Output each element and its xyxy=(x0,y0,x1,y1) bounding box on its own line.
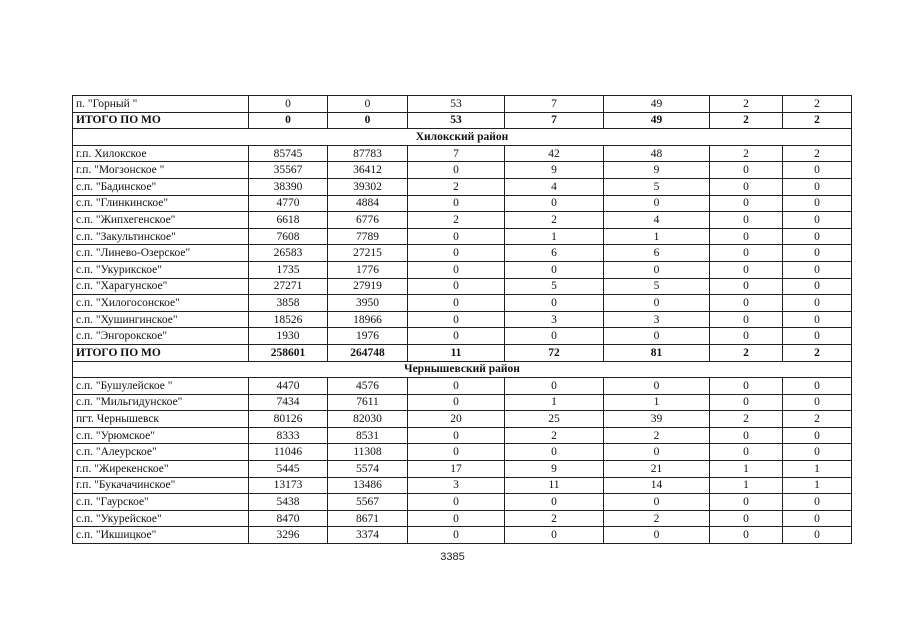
value-cell: 5574 xyxy=(328,461,408,478)
value-cell: 49 xyxy=(604,96,710,113)
settlement-name-cell: п. "Горный " xyxy=(73,96,249,113)
value-cell: 0 xyxy=(408,245,505,262)
value-cell: 0 xyxy=(783,494,852,511)
value-cell: 0 xyxy=(710,328,783,345)
value-cell: 80126 xyxy=(249,411,328,428)
settlement-name-cell: с.п. "Укурикское" xyxy=(73,261,249,278)
settlement-name-cell: с.п. "Алеурское" xyxy=(73,444,249,461)
value-cell: 0 xyxy=(710,444,783,461)
table-row xyxy=(73,510,852,527)
value-cell: 0 xyxy=(783,245,852,262)
value-cell: 0 xyxy=(604,261,710,278)
value-cell: 0 xyxy=(710,261,783,278)
value-cell: 0 xyxy=(710,378,783,395)
value-cell: 0 xyxy=(710,427,783,444)
settlement-name-cell: с.п. "Хушингинское" xyxy=(73,311,249,328)
value-cell: 0 xyxy=(408,162,505,179)
value-cell: 4 xyxy=(505,178,604,195)
value-cell: 1735 xyxy=(249,261,328,278)
value-cell: 4 xyxy=(604,212,710,229)
value-cell: 11 xyxy=(408,344,505,361)
settlement-name-cell: г.п. "Могзонское " xyxy=(73,162,249,179)
table-row xyxy=(73,461,852,478)
value-cell: 2 xyxy=(710,411,783,428)
value-cell: 0 xyxy=(408,261,505,278)
value-cell: 3 xyxy=(505,311,604,328)
value-cell: 0 xyxy=(783,278,852,295)
value-cell: 3950 xyxy=(328,295,408,312)
value-cell: 9 xyxy=(505,461,604,478)
value-cell: 20 xyxy=(408,411,505,428)
value-cell: 6618 xyxy=(249,212,328,229)
value-cell: 0 xyxy=(505,494,604,511)
value-cell: 0 xyxy=(408,394,505,411)
value-cell: 0 xyxy=(408,195,505,212)
value-cell: 0 xyxy=(783,510,852,527)
value-cell: 5 xyxy=(505,278,604,295)
value-cell: 5567 xyxy=(328,494,408,511)
table-row xyxy=(73,278,852,295)
table-row xyxy=(73,477,852,494)
settlement-name-cell: с.п. "Бадинское" xyxy=(73,178,249,195)
value-cell: 35567 xyxy=(249,162,328,179)
value-cell: 11046 xyxy=(249,444,328,461)
settlement-name-cell: ИТОГО ПО МО xyxy=(73,344,249,361)
section-title: Хилокский район xyxy=(73,129,852,146)
value-cell: 53 xyxy=(408,96,505,113)
value-cell: 0 xyxy=(249,112,328,129)
value-cell: 0 xyxy=(408,427,505,444)
value-cell: 39302 xyxy=(328,178,408,195)
value-cell: 0 xyxy=(505,378,604,395)
settlement-name-cell: с.п. "Бушулейское " xyxy=(73,378,249,395)
table-row xyxy=(73,245,852,262)
value-cell: 0 xyxy=(249,96,328,113)
settlement-name-cell: с.п. "Жипхегенское" xyxy=(73,212,249,229)
settlement-name-cell: с.п. "Гаурское" xyxy=(73,494,249,511)
value-cell: 1 xyxy=(783,477,852,494)
settlement-name-cell: с.п. "Харагунское" xyxy=(73,278,249,295)
value-cell: 0 xyxy=(710,162,783,179)
value-cell: 5445 xyxy=(249,461,328,478)
value-cell: 38390 xyxy=(249,178,328,195)
section-header-row xyxy=(73,361,852,378)
value-cell: 0 xyxy=(505,295,604,312)
settlement-name-cell: с.п. "Линево-Озерское" xyxy=(73,245,249,262)
value-cell: 1 xyxy=(604,394,710,411)
table-row xyxy=(73,96,852,113)
value-cell: 0 xyxy=(408,328,505,345)
value-cell: 6776 xyxy=(328,212,408,229)
table-row xyxy=(73,328,852,345)
value-cell: 2 xyxy=(783,145,852,162)
value-cell: 72 xyxy=(505,344,604,361)
value-cell: 7608 xyxy=(249,228,328,245)
value-cell: 0 xyxy=(710,278,783,295)
value-cell: 49 xyxy=(604,112,710,129)
value-cell: 0 xyxy=(505,444,604,461)
value-cell: 7789 xyxy=(328,228,408,245)
value-cell: 0 xyxy=(783,527,852,544)
value-cell: 18526 xyxy=(249,311,328,328)
value-cell: 3 xyxy=(604,311,710,328)
value-cell: 3374 xyxy=(328,527,408,544)
value-cell: 13486 xyxy=(328,477,408,494)
value-cell: 0 xyxy=(604,444,710,461)
value-cell: 0 xyxy=(783,228,852,245)
value-cell: 2 xyxy=(604,510,710,527)
value-cell: 0 xyxy=(604,195,710,212)
value-cell: 0 xyxy=(710,228,783,245)
total-row xyxy=(73,344,852,361)
value-cell: 0 xyxy=(783,261,852,278)
value-cell: 3296 xyxy=(249,527,328,544)
value-cell: 0 xyxy=(710,394,783,411)
value-cell: 2 xyxy=(710,145,783,162)
settlement-name-cell: с.п. "Мильгидунское" xyxy=(73,394,249,411)
data-table xyxy=(72,95,852,544)
table-row xyxy=(73,494,852,511)
value-cell: 3858 xyxy=(249,295,328,312)
table-row xyxy=(73,178,852,195)
value-cell: 7434 xyxy=(249,394,328,411)
value-cell: 7 xyxy=(505,112,604,129)
value-cell: 27919 xyxy=(328,278,408,295)
value-cell: 14 xyxy=(604,477,710,494)
value-cell: 0 xyxy=(710,178,783,195)
value-cell: 82030 xyxy=(328,411,408,428)
value-cell: 5 xyxy=(604,178,710,195)
value-cell: 2 xyxy=(505,510,604,527)
value-cell: 2 xyxy=(604,427,710,444)
table-row xyxy=(73,527,852,544)
value-cell: 2 xyxy=(783,344,852,361)
value-cell: 0 xyxy=(408,278,505,295)
settlement-name-cell: с.п. "Закультинское" xyxy=(73,228,249,245)
value-cell: 0 xyxy=(710,212,783,229)
value-cell: 27215 xyxy=(328,245,408,262)
settlement-name-cell: с.п. "Энгорокское" xyxy=(73,328,249,345)
value-cell: 4470 xyxy=(249,378,328,395)
value-cell: 8671 xyxy=(328,510,408,527)
table-row xyxy=(73,212,852,229)
value-cell: 39 xyxy=(604,411,710,428)
value-cell: 9 xyxy=(505,162,604,179)
value-cell: 0 xyxy=(710,295,783,312)
section-title: Чернышевский район xyxy=(73,361,852,378)
value-cell: 0 xyxy=(783,378,852,395)
value-cell: 53 xyxy=(408,112,505,129)
value-cell: 0 xyxy=(408,527,505,544)
settlement-name-cell: пгт. Чернышевск xyxy=(73,411,249,428)
value-cell: 0 xyxy=(408,444,505,461)
value-cell: 17 xyxy=(408,461,505,478)
settlement-name-cell: с.п. "Урюмское" xyxy=(73,427,249,444)
value-cell: 5 xyxy=(604,278,710,295)
value-cell: 1 xyxy=(505,228,604,245)
value-cell: 264748 xyxy=(328,344,408,361)
value-cell: 0 xyxy=(783,195,852,212)
value-cell: 0 xyxy=(710,245,783,262)
value-cell: 0 xyxy=(710,527,783,544)
value-cell: 8333 xyxy=(249,427,328,444)
value-cell: 2 xyxy=(408,212,505,229)
table-row xyxy=(73,311,852,328)
value-cell: 258601 xyxy=(249,344,328,361)
settlement-name-cell: г.п. "Жирекенское" xyxy=(73,461,249,478)
value-cell: 7611 xyxy=(328,394,408,411)
table-row xyxy=(73,427,852,444)
value-cell: 6 xyxy=(505,245,604,262)
value-cell: 0 xyxy=(604,494,710,511)
value-cell: 0 xyxy=(783,328,852,345)
value-cell: 9 xyxy=(604,162,710,179)
value-cell: 0 xyxy=(328,96,408,113)
settlement-name-cell: с.п. "Укурейское" xyxy=(73,510,249,527)
value-cell: 25 xyxy=(505,411,604,428)
value-cell: 0 xyxy=(710,311,783,328)
value-cell: 0 xyxy=(505,328,604,345)
value-cell: 2 xyxy=(783,411,852,428)
settlement-name-cell: г.п. Хилокское xyxy=(73,145,249,162)
value-cell: 87783 xyxy=(328,145,408,162)
value-cell: 2 xyxy=(408,178,505,195)
value-cell: 0 xyxy=(783,444,852,461)
table-row xyxy=(73,378,852,395)
value-cell: 8531 xyxy=(328,427,408,444)
value-cell: 11308 xyxy=(328,444,408,461)
value-cell: 0 xyxy=(408,378,505,395)
value-cell: 2 xyxy=(710,344,783,361)
value-cell: 4884 xyxy=(328,195,408,212)
value-cell: 42 xyxy=(505,145,604,162)
value-cell: 7 xyxy=(505,96,604,113)
value-cell: 0 xyxy=(604,295,710,312)
value-cell: 7 xyxy=(408,145,505,162)
value-cell: 18966 xyxy=(328,311,408,328)
value-cell: 0 xyxy=(783,212,852,229)
value-cell: 1 xyxy=(710,461,783,478)
value-cell: 26583 xyxy=(249,245,328,262)
value-cell: 1 xyxy=(505,394,604,411)
settlement-name-cell: с.п. "Хилогосонское" xyxy=(73,295,249,312)
value-cell: 1930 xyxy=(249,328,328,345)
value-cell: 5438 xyxy=(249,494,328,511)
settlement-name-cell: ИТОГО ПО МО xyxy=(73,112,249,129)
value-cell: 36412 xyxy=(328,162,408,179)
table-row xyxy=(73,261,852,278)
value-cell: 13173 xyxy=(249,477,328,494)
value-cell: 0 xyxy=(710,195,783,212)
value-cell: 0 xyxy=(783,311,852,328)
value-cell: 0 xyxy=(408,311,505,328)
table-row xyxy=(73,162,852,179)
value-cell: 27271 xyxy=(249,278,328,295)
value-cell: 8470 xyxy=(249,510,328,527)
value-cell: 0 xyxy=(505,261,604,278)
table-body xyxy=(73,96,852,544)
value-cell: 0 xyxy=(783,394,852,411)
value-cell: 0 xyxy=(408,494,505,511)
value-cell: 1 xyxy=(710,477,783,494)
value-cell: 2 xyxy=(710,112,783,129)
table-row xyxy=(73,394,852,411)
settlement-name-cell: с.п. "Икшицкое" xyxy=(73,527,249,544)
value-cell: 1776 xyxy=(328,261,408,278)
value-cell: 0 xyxy=(408,510,505,527)
value-cell: 0 xyxy=(710,494,783,511)
value-cell: 0 xyxy=(604,527,710,544)
value-cell: 0 xyxy=(328,112,408,129)
value-cell: 0 xyxy=(783,178,852,195)
page-number: 3385 xyxy=(440,551,465,563)
value-cell: 48 xyxy=(604,145,710,162)
table-row xyxy=(73,195,852,212)
table-row xyxy=(73,145,852,162)
value-cell: 4576 xyxy=(328,378,408,395)
settlement-name-cell: с.п. "Глинкинское" xyxy=(73,195,249,212)
value-cell: 2 xyxy=(710,96,783,113)
value-cell: 0 xyxy=(783,162,852,179)
table-row xyxy=(73,295,852,312)
value-cell: 4770 xyxy=(249,195,328,212)
value-cell: 0 xyxy=(783,427,852,444)
value-cell: 0 xyxy=(604,378,710,395)
section-header-row xyxy=(73,129,852,146)
value-cell: 85745 xyxy=(249,145,328,162)
value-cell: 2 xyxy=(783,112,852,129)
value-cell: 0 xyxy=(408,295,505,312)
value-cell: 0 xyxy=(408,228,505,245)
value-cell: 0 xyxy=(505,195,604,212)
table-row xyxy=(73,228,852,245)
value-cell: 1 xyxy=(783,461,852,478)
value-cell: 2 xyxy=(505,427,604,444)
value-cell: 11 xyxy=(505,477,604,494)
value-cell: 0 xyxy=(710,510,783,527)
value-cell: 21 xyxy=(604,461,710,478)
value-cell: 0 xyxy=(505,527,604,544)
total-row xyxy=(73,112,852,129)
value-cell: 3 xyxy=(408,477,505,494)
value-cell: 81 xyxy=(604,344,710,361)
table-row xyxy=(73,444,852,461)
value-cell: 0 xyxy=(604,328,710,345)
settlement-name-cell: г.п. "Букачачинское" xyxy=(73,477,249,494)
table-row xyxy=(73,411,852,428)
value-cell: 2 xyxy=(783,96,852,113)
value-cell: 2 xyxy=(505,212,604,229)
value-cell: 1 xyxy=(604,228,710,245)
value-cell: 6 xyxy=(604,245,710,262)
value-cell: 0 xyxy=(783,295,852,312)
value-cell: 1976 xyxy=(328,328,408,345)
